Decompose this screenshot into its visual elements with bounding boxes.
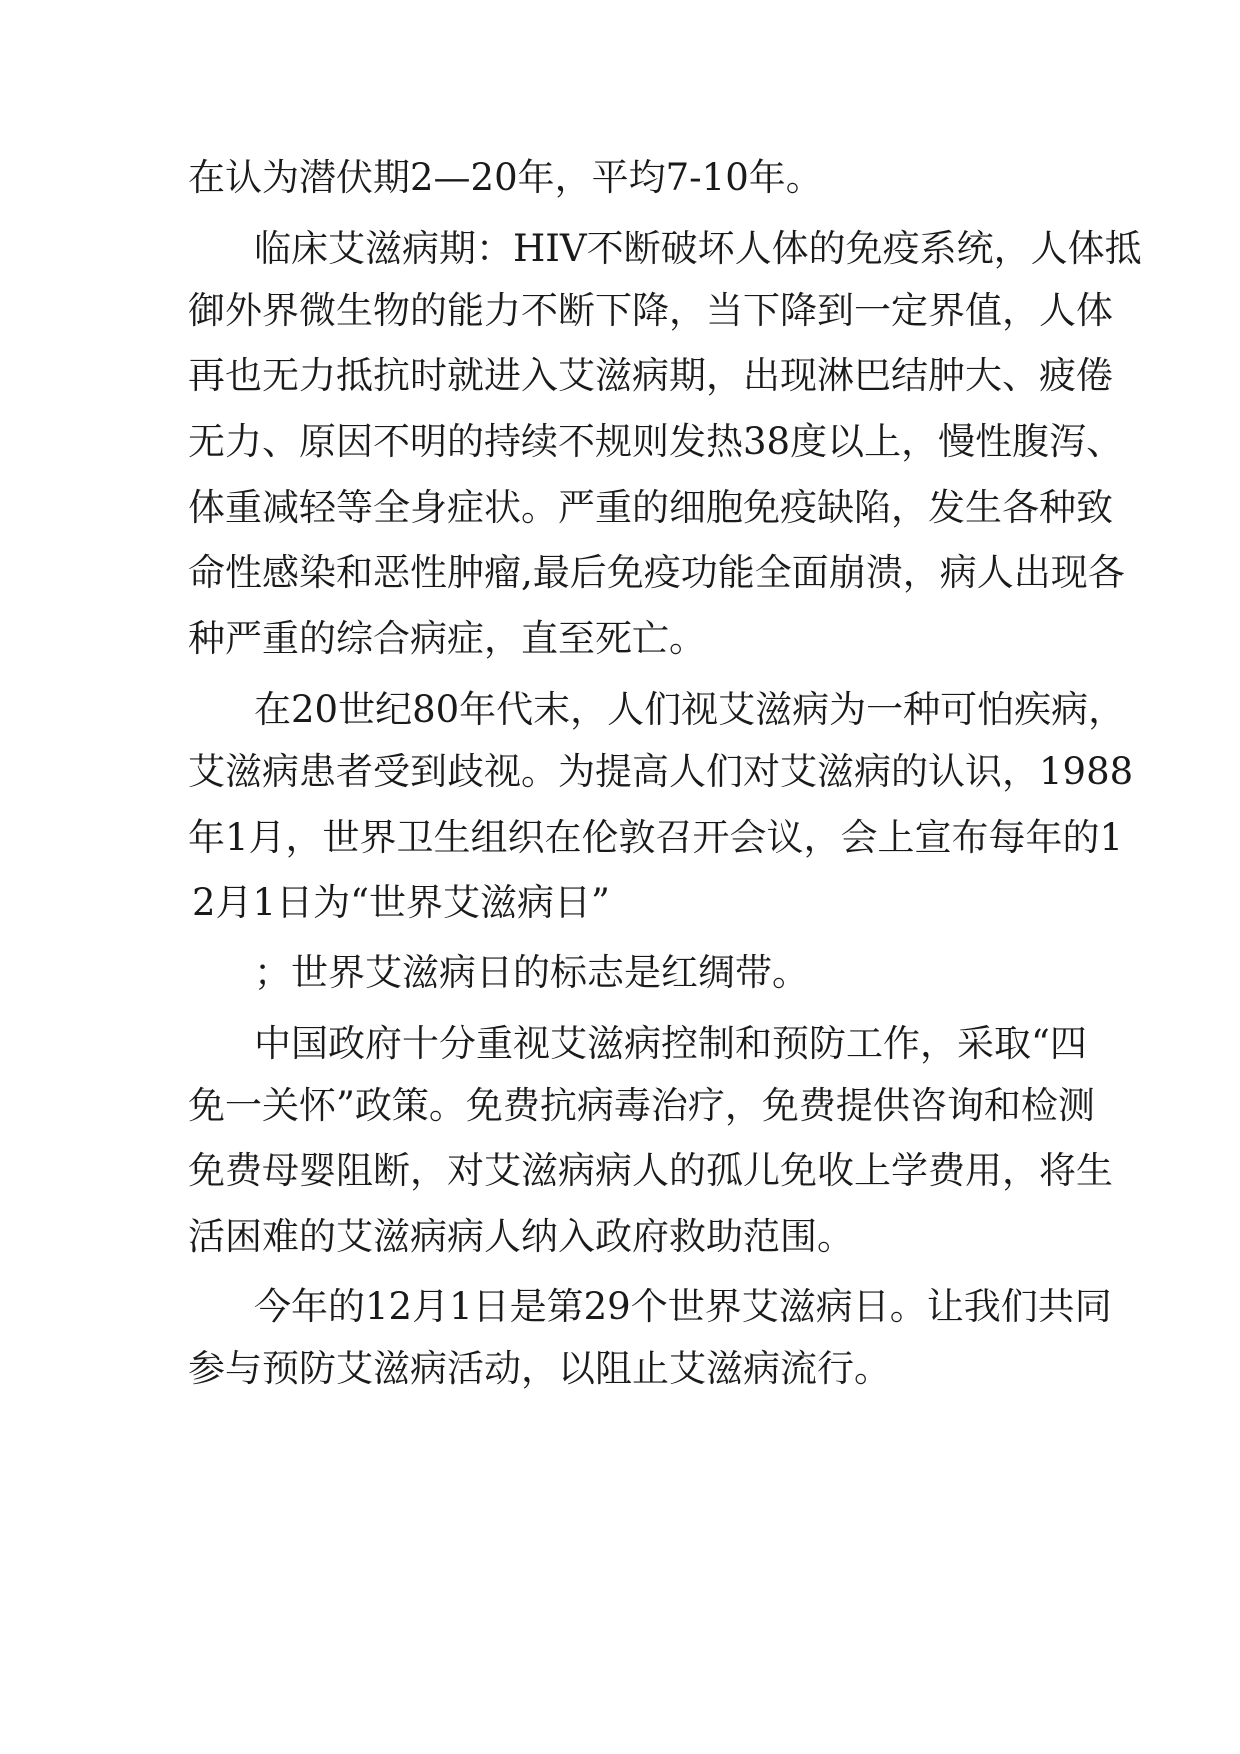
text-line-8: 种严重的综合病症，直至死亡。 <box>188 617 706 660</box>
text-line-1: 在认为潜伏期2—20年，平均7-10年。 <box>188 156 823 199</box>
text-line-4: 再也无力抵抗时就进入艾滋病期，出现淋巴结肿大、疲倦 <box>188 354 1113 397</box>
text-line-16: 免费母婴阻断，对艾滋病病人的孤儿免收上学费用，将生 <box>188 1149 1113 1192</box>
text-line-7: 命性感染和恶性肿瘤,最后免疫功能全面崩溃，病人出现各 <box>188 551 1125 594</box>
text-line-5: 无力、原因不明的持续不规则发热38度以上，慢性腹泻、 <box>188 420 1124 463</box>
text-line-2: 临床艾滋病期：HIV不断破坏人体的免疫系统，人体抵 <box>254 227 1142 270</box>
text-line-14: 中国政府十分重视艾滋病控制和预防工作，采取“四 <box>254 1022 1087 1065</box>
text-line-11: 年1月，世界卫生组织在伦敦召开会议，会上宣布每年的1 <box>188 816 1124 859</box>
text-line-15: 免一关怀”政策。免费抗病毒治疗，免费提供咨询和检测 <box>188 1084 1095 1127</box>
text-line-3: 御外界微生物的能力不断下降，当下降到一定界值，人体 <box>188 289 1113 332</box>
text-line-18: 今年的12月1日是第29个世界艾滋病日。让我们共同 <box>254 1285 1112 1328</box>
text-line-19: 参与预防艾滋病活动，以阻止艾滋病流行。 <box>188 1347 891 1390</box>
text-line-13: ；世界艾滋病日的标志是红绸带。 <box>254 951 809 994</box>
text-line-10: 艾滋病患者受到歧视。为提高人们对艾滋病的认识，1988 <box>188 750 1134 793</box>
text-line-9: 在20世纪80年代末，人们视艾滋病为一种可怕疾病， <box>254 688 1126 731</box>
text-line-17: 活困难的艾滋病病人纳入政府救助范围。 <box>188 1215 854 1258</box>
text-line-12: 2月1日为“世界艾滋病日” <box>192 881 610 924</box>
text-line-6: 体重减轻等全身症状。严重的细胞免疫缺陷，发生各种致 <box>188 486 1113 529</box>
